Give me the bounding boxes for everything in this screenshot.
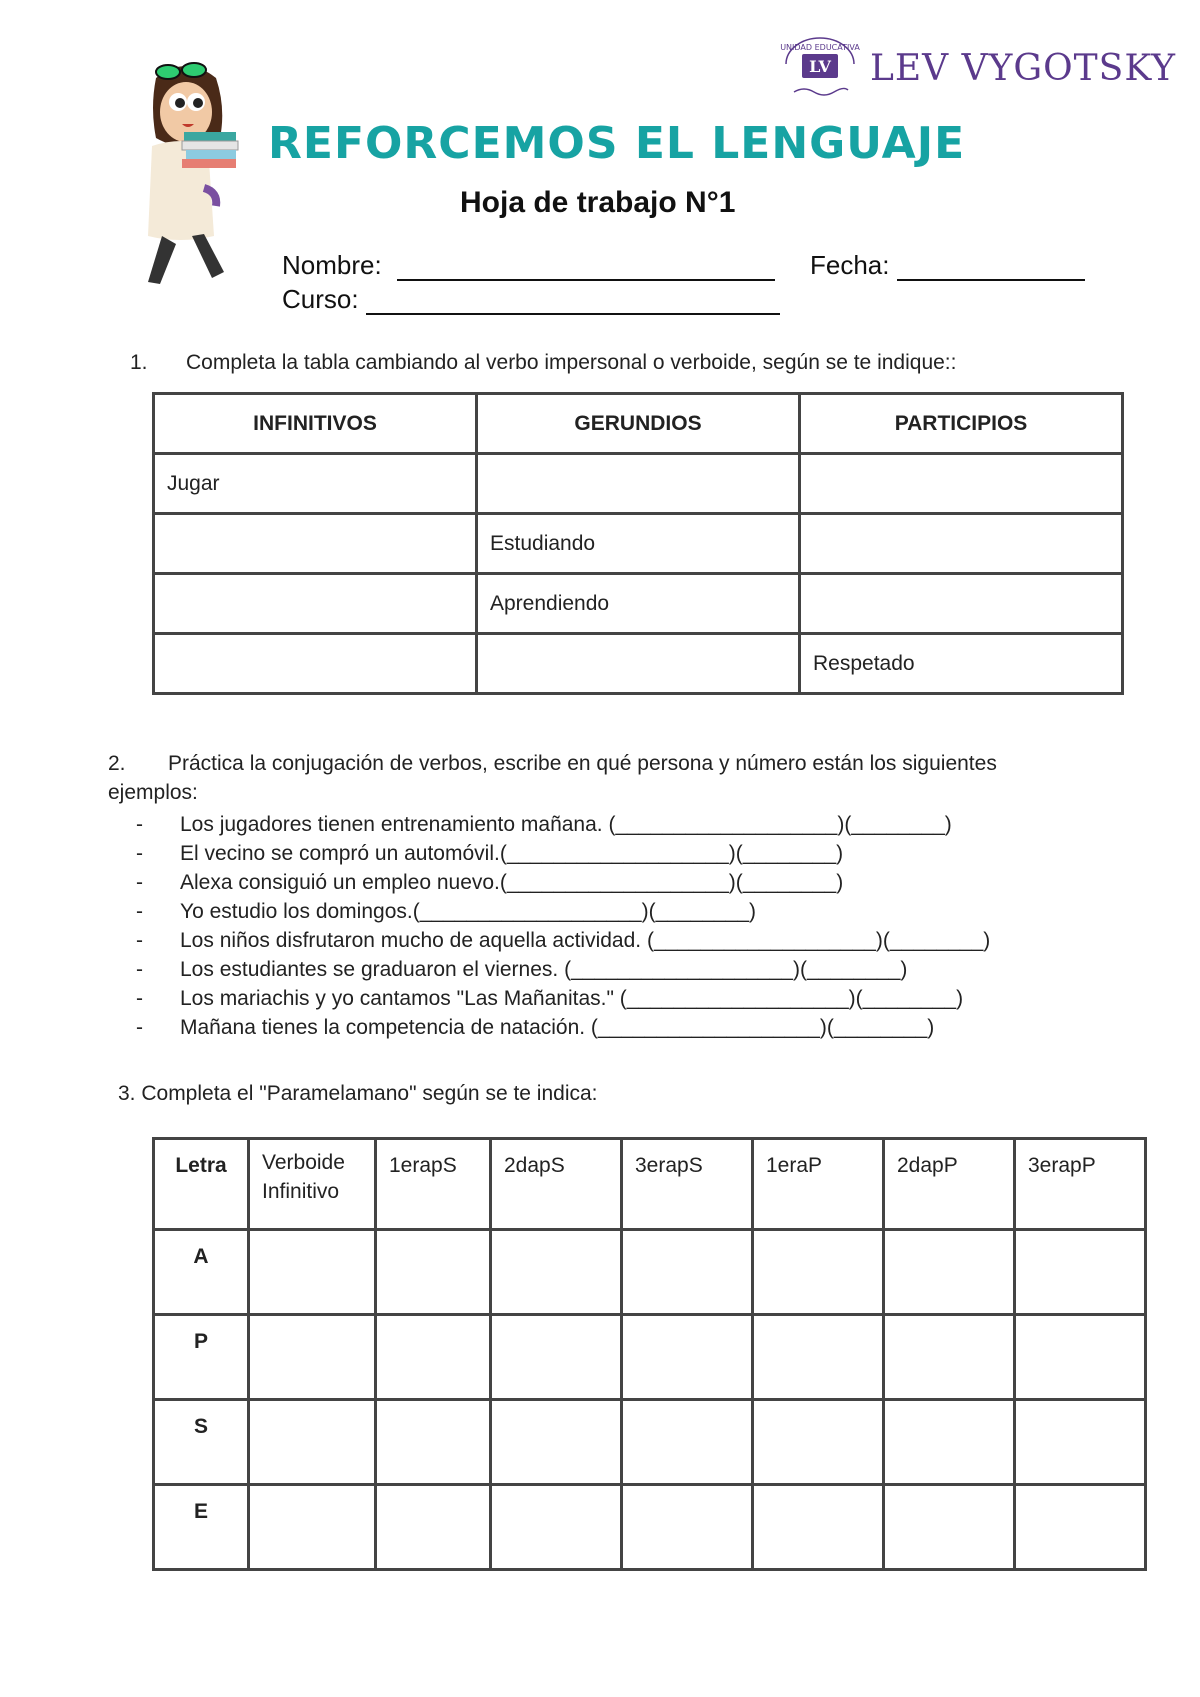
table-cell: Respetado — [800, 634, 1123, 694]
logo-brand-text: LEV VYGOTSKY — [870, 48, 1177, 89]
answer-cell[interactable] — [622, 1485, 753, 1570]
date-label: Fecha: — [810, 250, 890, 280]
logo-small-text: UNIDAD EDUCATIVA — [780, 43, 860, 52]
table-row — [154, 634, 1123, 694]
list-item[interactable]: - El vecino se compró un automóvil.(___________________)(________) — [136, 842, 844, 865]
answer-cell[interactable] — [753, 1230, 884, 1315]
header-2daps: 2dapS — [491, 1139, 622, 1230]
table-header-row — [154, 394, 1123, 454]
answer-cell[interactable] — [249, 1315, 376, 1400]
answer-cell[interactable] — [154, 514, 477, 574]
question-1-text: Completa la tabla cambiando al verbo impersonal o verboide, según se te indique:: — [186, 351, 957, 374]
header-infinitivos: INFINITIVOS — [154, 394, 477, 454]
question-2-number: 2. — [108, 752, 126, 775]
table-row — [154, 1230, 1146, 1315]
answer-cell[interactable] — [884, 1400, 1015, 1485]
answer-cell[interactable] — [622, 1315, 753, 1400]
answer-cell[interactable] — [491, 1400, 622, 1485]
question-1-number: 1. — [130, 351, 148, 374]
answer-cell[interactable] — [800, 514, 1123, 574]
header-3erapp: 3erapP — [1015, 1139, 1146, 1230]
answer-cell[interactable] — [800, 454, 1123, 514]
name-label: Nombre: — [282, 250, 382, 280]
date-blank-line[interactable] — [897, 255, 1085, 281]
course-field[interactable] — [282, 284, 780, 315]
table-row — [154, 574, 1123, 634]
table-row — [154, 454, 1123, 514]
course-blank-line[interactable] — [366, 289, 780, 315]
header-verboide-infinitivo: Verboide Infinitivo — [249, 1139, 376, 1230]
answer-cell[interactable] — [753, 1485, 884, 1570]
answer-cell[interactable] — [249, 1485, 376, 1570]
letter-cell: A — [154, 1230, 249, 1315]
name-field[interactable] — [282, 250, 775, 281]
letter-cell: P — [154, 1315, 249, 1400]
answer-cell[interactable] — [154, 574, 477, 634]
table-cell: Estudiando — [477, 514, 800, 574]
answer-cell[interactable] — [1015, 1400, 1146, 1485]
table-row — [154, 514, 1123, 574]
course-label: Curso: — [282, 284, 359, 314]
list-item[interactable]: - Los mariachis y yo cantamos "Las Mañanitas." (___________________)(________) — [136, 987, 964, 1010]
header-1eraps: 1erapS — [376, 1139, 491, 1230]
header-participios: PARTICIPIOS — [800, 394, 1123, 454]
answer-cell[interactable] — [491, 1230, 622, 1315]
list-item[interactable]: - Yo estudio los domingos.(___________________)(________) — [136, 900, 757, 923]
table-row — [154, 1400, 1146, 1485]
answer-cell[interactable] — [376, 1315, 491, 1400]
answer-cell[interactable] — [154, 634, 477, 694]
answer-cell[interactable] — [753, 1400, 884, 1485]
student-character-illustration — [128, 58, 268, 288]
verboid-table — [152, 392, 1124, 695]
question-2-text-continued: ejemplos: — [108, 781, 198, 804]
answer-cell[interactable] — [622, 1400, 753, 1485]
table-header-row — [154, 1139, 1146, 1230]
list-item[interactable]: - Mañana tienes la competencia de natación. (___________________)(________) — [136, 1016, 935, 1039]
question-2-text: Práctica la conjugación de verbos, escribe en qué persona y número están los siguientes — [168, 752, 997, 775]
answer-cell[interactable] — [884, 1485, 1015, 1570]
letter-cell: E — [154, 1485, 249, 1570]
paramelamano-table — [152, 1137, 1147, 1571]
answer-cell[interactable] — [1015, 1230, 1146, 1315]
question-3-text: 3. Completa el "Paramelamano" según se te indica: — [118, 1082, 598, 1105]
list-item[interactable]: - Los jugadores tienen entrenamiento mañana. (___________________)(________) — [136, 813, 952, 836]
header-gerundios: GERUNDIOS — [477, 394, 800, 454]
answer-cell[interactable] — [376, 1230, 491, 1315]
answer-cell[interactable] — [376, 1485, 491, 1570]
header-3eraps: 3erapS — [622, 1139, 753, 1230]
answer-cell[interactable] — [249, 1230, 376, 1315]
answer-cell[interactable] — [800, 574, 1123, 634]
answer-cell[interactable] — [491, 1315, 622, 1400]
list-item[interactable]: - Alexa consiguió un empleo nuevo.(___________________)(________) — [136, 871, 844, 894]
table-cell: Aprendiendo — [477, 574, 800, 634]
answer-cell[interactable] — [1015, 1315, 1146, 1400]
worksheet-subtitle: Hoja de trabajo N°1 — [460, 186, 736, 219]
school-crest-icon — [780, 34, 860, 104]
answer-cell[interactable] — [884, 1230, 1015, 1315]
list-item[interactable]: - Los niños disfrutaron mucho de aquella actividad. (___________________)(________) — [136, 929, 991, 952]
question-2-list — [108, 810, 1168, 1042]
answer-cell[interactable] — [1015, 1485, 1146, 1570]
answer-cell[interactable] — [491, 1485, 622, 1570]
table-cell: Jugar — [154, 454, 477, 514]
header-2dapp: 2dapP — [884, 1139, 1015, 1230]
answer-cell[interactable] — [249, 1400, 376, 1485]
letter-cell: S — [154, 1400, 249, 1485]
logo-mark: LV — [809, 57, 831, 76]
page-title: REFORCEMOS EL LENGUAJE — [268, 118, 966, 169]
answer-cell[interactable] — [622, 1230, 753, 1315]
school-logo — [780, 34, 1177, 104]
answer-cell[interactable] — [753, 1315, 884, 1400]
table-row — [154, 1485, 1146, 1570]
answer-cell[interactable] — [477, 454, 800, 514]
answer-cell[interactable] — [376, 1400, 491, 1485]
header-1erap: 1eraP — [753, 1139, 884, 1230]
header-letra: Letra — [154, 1139, 249, 1230]
table-row — [154, 1315, 1146, 1400]
list-item[interactable]: - Los estudiantes se graduaron el viernes. (___________________)(________) — [136, 958, 908, 981]
answer-cell[interactable] — [477, 634, 800, 694]
date-field[interactable] — [810, 250, 1085, 281]
name-blank-line[interactable] — [397, 255, 775, 281]
answer-cell[interactable] — [884, 1315, 1015, 1400]
